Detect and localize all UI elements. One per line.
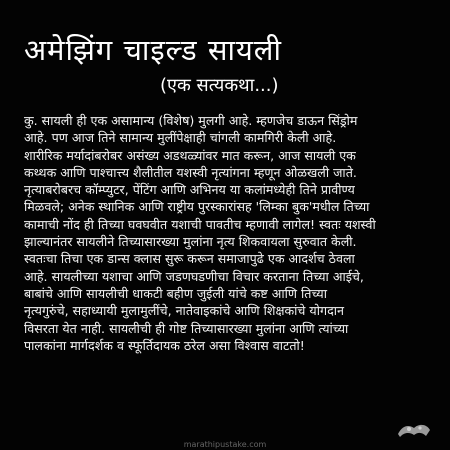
book-blurb [24, 112, 434, 354]
footer-url: marathipustake.com [183, 440, 267, 449]
publisher-mark-icon [396, 418, 432, 440]
blurb-line: शारीरिक मर्यादांबरोबर असंख्य अडथळ्यांवर मात करून, आज सायली एक [24, 147, 356, 163]
blurb-line: झाल्यानंतर सायलीने तिच्यासारख्या मुलांना नृत्य शिकवायला सुरुवात केली. [24, 234, 357, 250]
blurb-line: नृत्याबरोबरच कॉम्प्युटर, पेंटिंग आणि अभिनय या कलांमध्येही तिने प्रावीण्य [24, 182, 355, 198]
blurb-line: आहे. पण आज तिने सामान्य मुलींपेक्षाही चांगली कामगिरी केली आहे. [24, 130, 337, 146]
blurb-line: मिळवले; अनेक स्थानिक आणि राष्ट्रीय पुरस्कारांसह 'लिम्का बुक'मधील तिच्या [24, 199, 370, 215]
blurb-line: कु. सायली ही एक असामान्य (विशेष) मुलगी आहे. म्हणजेच डाऊन सिंड्रोम [24, 113, 358, 128]
blurb-line: विसरता येत नाही. सायलीची ही गोष्ट तिच्यासारख्या मुलांना आणि त्यांच्या [24, 320, 349, 336]
book-subtitle: (एक सत्यकथा...) [160, 75, 279, 96]
blurb-line: कथ्थक आणि पाश्चात्त्य शैलीतील यशस्वी नृत्यांगना म्हणून ओळखली जाते. [24, 164, 357, 180]
blurb-line: बाबांचे आणि सायलीची धाकटी बहीण जुईली यांचे कष्ट आणि तिच्या [24, 285, 327, 301]
blurb-line: स्वतःचा तिचा एक डान्स क्लास सुरू करून समाजापुढे एक आदर्शच ठेवला [24, 251, 355, 267]
blurb-line: पालकांना मार्गदर्शक व स्फूर्तिदायक ठरेल असा विश्वास वाटतो! [24, 337, 305, 353]
blurb-line: आहे. सायलीच्या यशाचा आणि जडणघडणीचा विचार करताना तिच्या आईचे, [24, 268, 364, 284]
book-title: अमेझिंग चाइल्ड सायली [24, 33, 282, 67]
blurb-line: नृत्यगुरुंचे, सहाध्यायी मुलामुलींचे, नातेवाइकांचे आणि शिक्षकांचे योगदान [24, 303, 345, 319]
blurb-line: कामाची नोंद ही तिच्या घवघवीत यशाची पावतीच म्हणावी लागेल! स्वतः यशस्वी [24, 216, 376, 232]
